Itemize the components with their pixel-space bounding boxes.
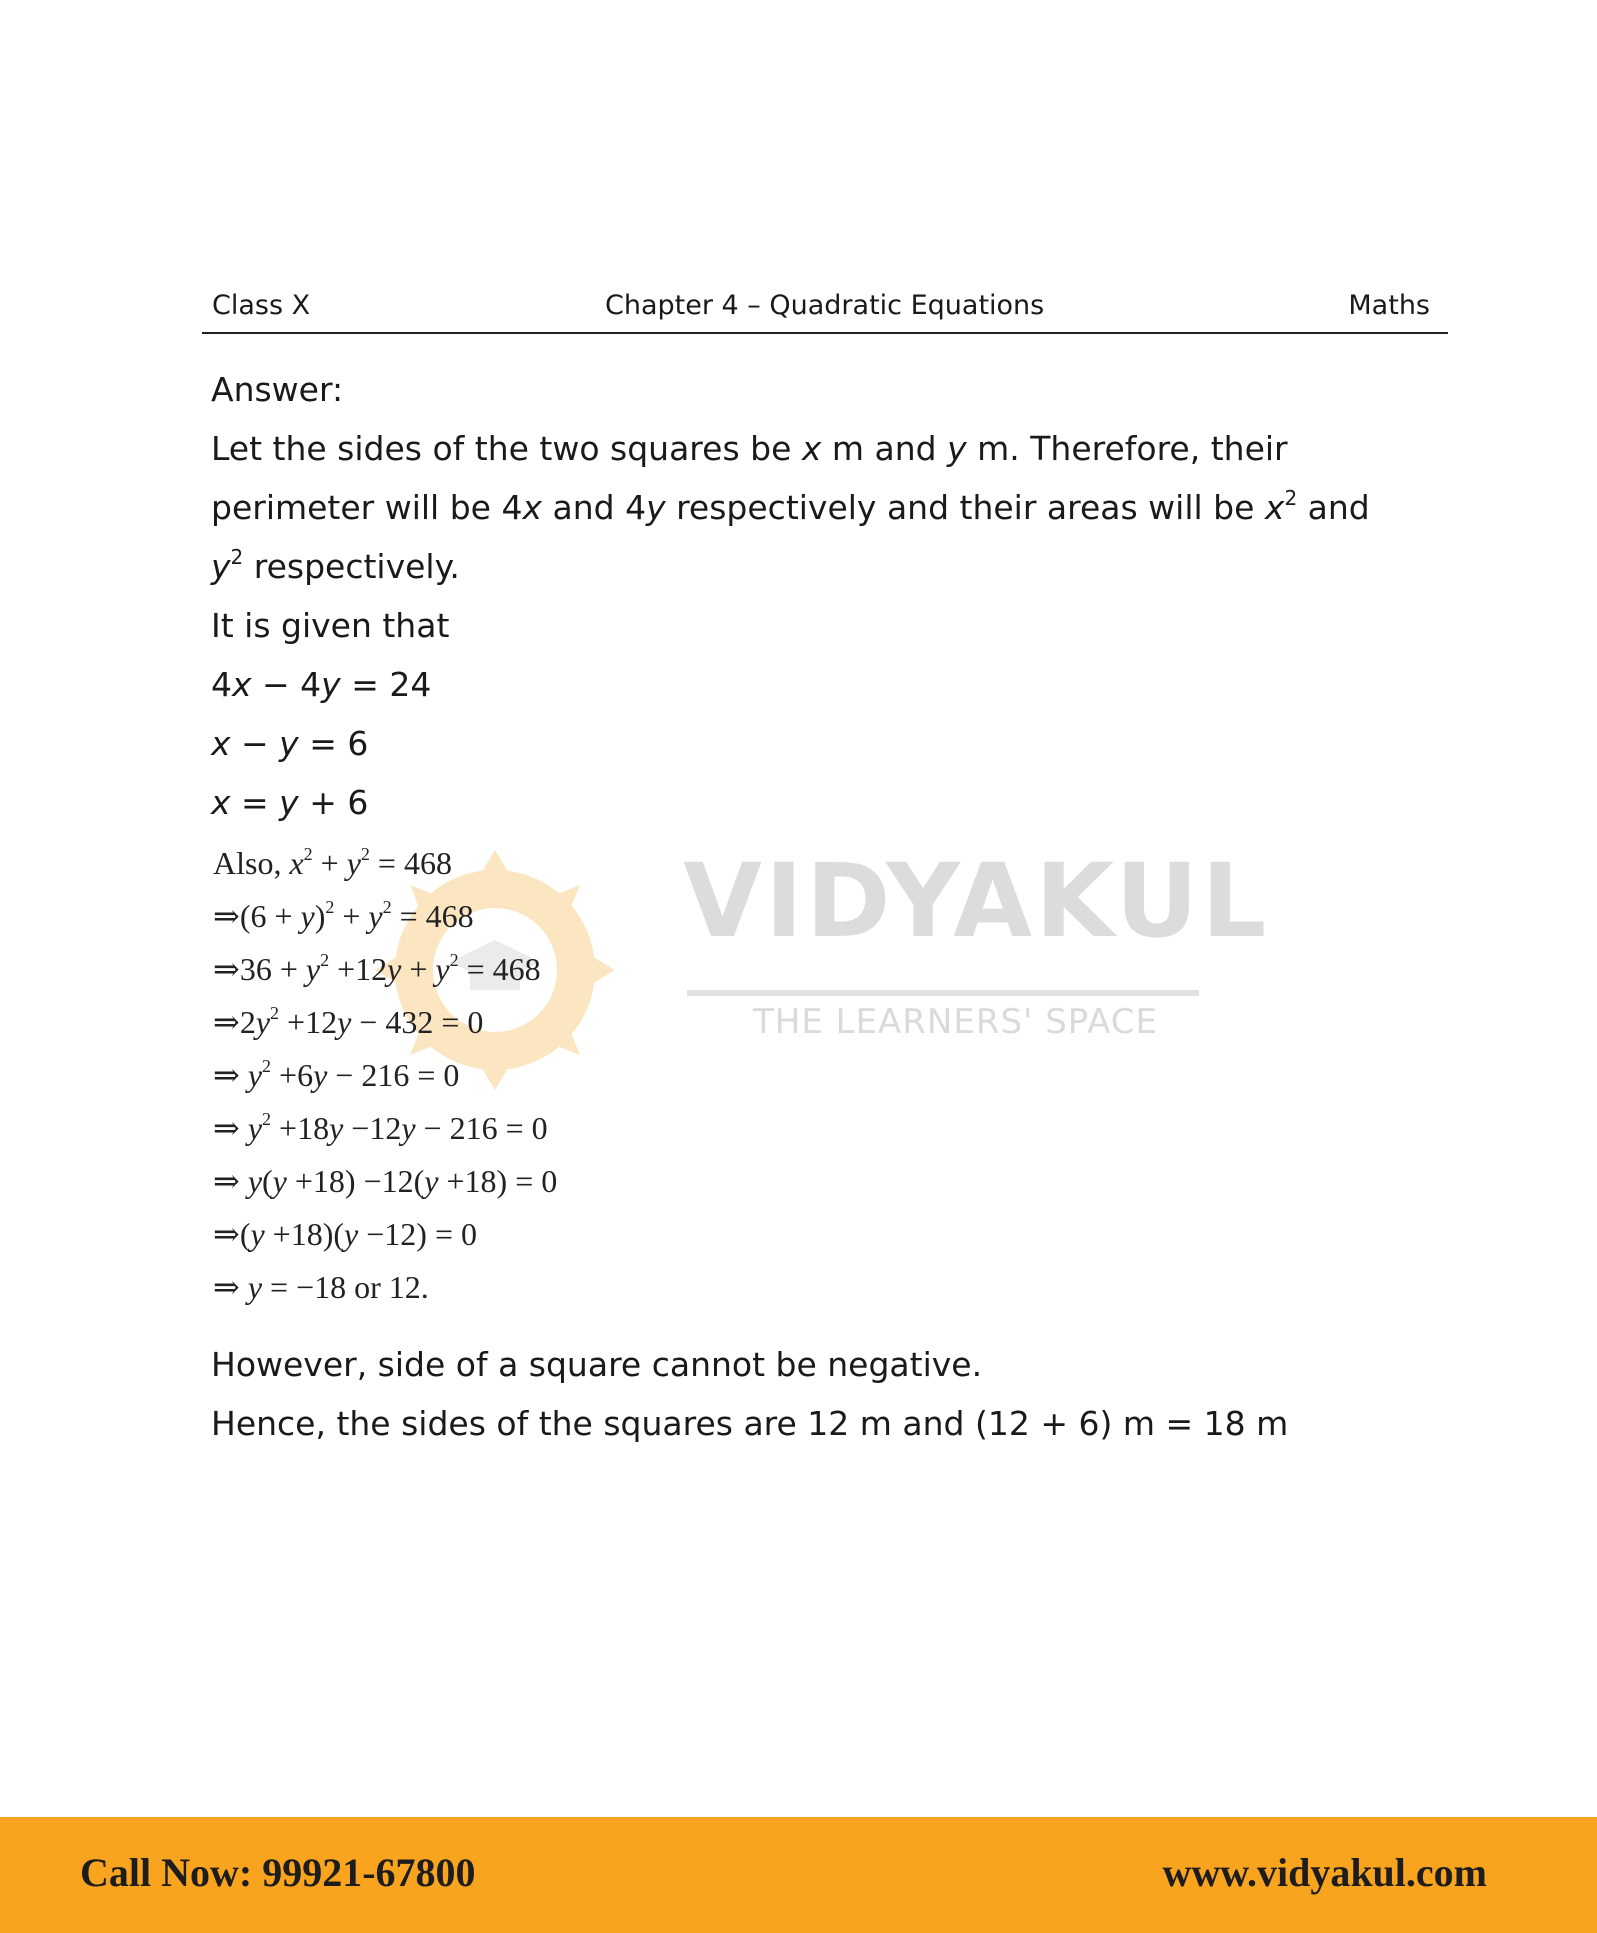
conclusion-line-2: Hence, the sides of the squares are 12 m and (12 + 6) m = 18 m	[211, 1404, 1289, 1443]
equation-perimeter: 4x − 4y = 24	[211, 665, 432, 704]
header-class: Class X	[212, 290, 311, 321]
footer-website-link[interactable]: www.vidyakul.com	[1162, 1850, 1487, 1895]
derivation-step-5: ⇒ $y^2 +18y -12y - 216 = 0$	[213, 1109, 548, 1146]
derivation-step-1: ⇒(6 + $y)^2 + y^2 = 468$	[213, 897, 474, 934]
conclusion-text	[211, 1335, 1461, 1453]
derivation-step-7: ⇒(y +18)(y −12) = 0	[213, 1216, 477, 1252]
answer-label: Answer:	[211, 370, 344, 409]
header-subject: Maths	[1348, 290, 1430, 321]
answer-para-line-3: $y^2$ respectively.	[211, 545, 460, 586]
watermark-subtitle: THE LEARNERS' SPACE	[753, 1002, 1159, 1042]
equation-difference: x − y = 6	[211, 724, 369, 763]
page-header	[202, 286, 1448, 334]
header-chapter: Chapter 4 – Quadratic Equations	[605, 290, 1045, 321]
derivation-block	[213, 837, 913, 1314]
answer-para-line-1: Let the sides of the two squares be x m and y m. Therefore, their	[211, 429, 1288, 468]
derivation-step-3: $\Rightarrow 2y^2 +12y - 432 = 0$	[213, 1003, 484, 1040]
derivation-step-2: ⇒36 + $y^2 +12y + y^2 = 468$	[213, 950, 541, 987]
footer-banner	[0, 1817, 1597, 1933]
derivation-step-8: ⇒ y = −18 or 12.	[213, 1269, 429, 1305]
derivation-step-0: Also, $x^2 + y^2 = 468$	[213, 844, 452, 881]
equation-x-value: x = y + 6	[211, 783, 369, 822]
answer-para-line-2: perimeter will be 4x and 4y respectively and their areas will be $x^2$ and	[211, 486, 1370, 527]
conclusion-line-1: However, side of a square cannot be negative.	[211, 1345, 983, 1384]
footer-phone: Call Now: 99921-67800	[80, 1850, 476, 1895]
watermark-title: VIDYAKUL	[683, 842, 1270, 961]
given-line: It is given that	[211, 606, 450, 645]
derivation-step-6: ⇒ y(y +18) −12(y +18) = 0	[213, 1163, 558, 1199]
derivation-step-4: ⇒ $y^2 +6y - 216 = 0$	[213, 1056, 460, 1093]
answer-text	[211, 360, 1411, 832]
